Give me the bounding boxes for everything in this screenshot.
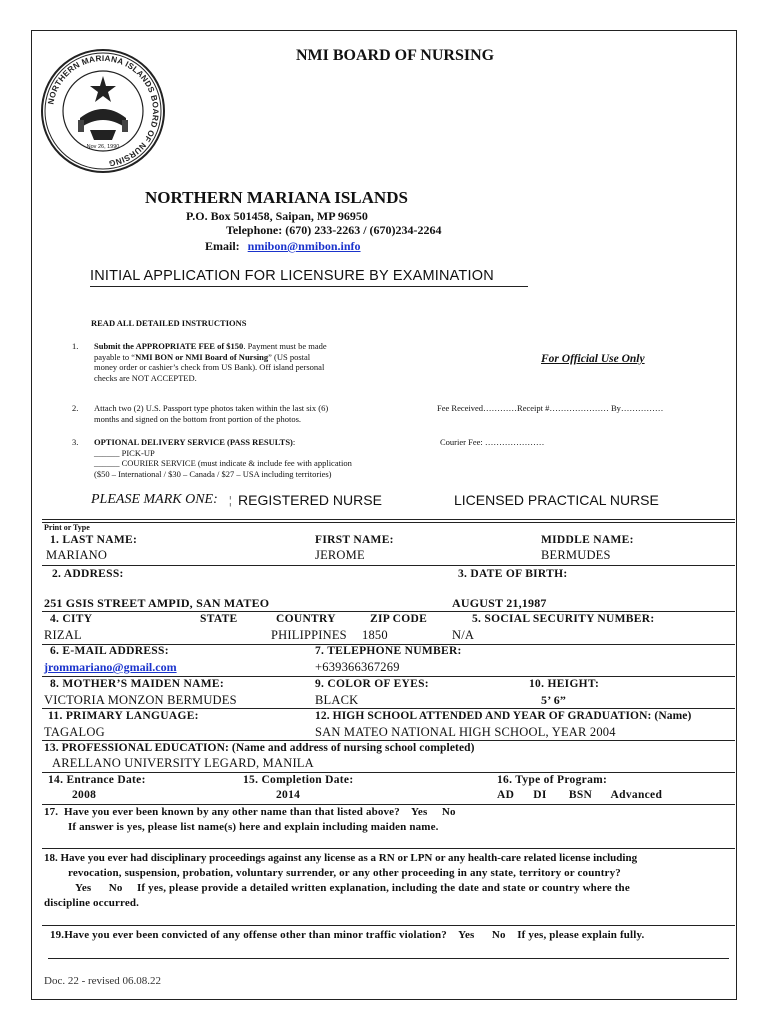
question-19: 19.Have you ever been convicted of any offense other than minor traffic violation? Yes No If yes, please explain fully. [50, 929, 645, 941]
question-18-line2: revocation, suspension, probation, voluntary surrender, or any other proceeding in any state, territory or country? [68, 867, 621, 879]
payable-to-text: payable to “ [94, 351, 136, 362]
dob-value[interactable]: AUGUST 21,1987 [452, 596, 547, 610]
fee-received-field: Fee Received…………Receipt #………………… By…………… [437, 403, 664, 413]
board-seal-icon [40, 48, 166, 174]
mothers-maiden-name-label: 8. MOTHER’S MAIDEN NAME: [50, 678, 224, 690]
courier-option[interactable]: ______ COURIER SERVICE (must indicate & include fee with application [94, 458, 352, 468]
title-underline [90, 286, 528, 287]
row-rule [42, 611, 735, 612]
telephone-label: 7. TELEPHONE NUMBER: [315, 645, 462, 657]
country-value[interactable]: PHILIPPINES [271, 628, 347, 642]
zip-label: ZIP CODE [370, 613, 428, 625]
row-rule [42, 848, 735, 849]
question-18-line4: discipline occurred. [44, 897, 140, 909]
instruction-3-number: 3. [72, 437, 79, 447]
board-title: NMI BOARD OF NURSING [296, 47, 495, 64]
official-use-title: For Official Use Only [541, 353, 645, 365]
high-school-value[interactable]: SAN MATEO NATIONAL HIGH SCHOOL, YEAR 2004 [315, 725, 616, 739]
dob-label: 3. DATE OF BIRTH: [458, 568, 568, 580]
seal-ring-text: NORTHERN MARIANA ISLANDS BOARD OF NURSING [46, 53, 161, 168]
fee-text-rest: . Payment must be made [243, 341, 327, 351]
city-value[interactable]: RIZAL [44, 628, 82, 642]
answer-line [48, 958, 729, 959]
completion-date-value[interactable]: 2014 [276, 789, 301, 801]
telephone-value[interactable]: +639366367269 [315, 660, 400, 674]
row-rule [42, 676, 735, 677]
payee-name: NMI BON or NMI Board of Nursing [135, 351, 269, 362]
photo-requirement-line1: Attach two (2) U.S. Passport type photos taken within the last six (6) [94, 403, 329, 413]
instruction-1 [94, 341, 327, 383]
first-name-label: FIRST NAME: [315, 534, 394, 546]
row-rule [42, 804, 735, 805]
primary-language-label: 11. PRIMARY LANGUAGE: [48, 710, 199, 722]
instruction-2-number: 2. [72, 403, 79, 413]
payable-rest: ” (US postal [268, 351, 311, 362]
city-label: 4. CITY [50, 613, 93, 625]
row-rule [42, 925, 735, 926]
eye-color-value[interactable]: BLACK [315, 693, 359, 707]
country-label: COUNTRY [276, 613, 336, 625]
last-name-value[interactable]: MARIANO [46, 548, 108, 562]
ssn-value[interactable]: N/A [452, 628, 475, 642]
mothers-maiden-name-value[interactable]: VICTORIA MONZON BERMUDES [44, 693, 237, 707]
application-title: INITIAL APPLICATION FOR LICENSURE BY EXAMINATION [90, 268, 494, 284]
po-box: P.O. Box 501458, Saipan, MP 96950 [186, 209, 368, 223]
fee-amount-text: Submit the APPROPRIATE FEE of $150 [94, 341, 244, 351]
courier-fees-text: ($50 – International / $30 – Canada / $27 – USA including territories) [94, 468, 332, 479]
region-title: NORTHERN MARIANA ISLANDS [145, 188, 408, 207]
completion-date-label: 15. Completion Date: [243, 774, 354, 786]
address-label: 2. ADDRESS: [52, 568, 124, 580]
form-top-rule-2 [42, 522, 735, 523]
payment-method-text: money order or cashier’s check from US Bank). Off island personal [94, 362, 325, 372]
question-18-line1: 18. Have you ever had disciplinary proceedings against any license as a RN or LPN or any health-care related license including [44, 852, 638, 864]
entrance-date-label: 14. Entrance Date: [48, 774, 146, 786]
pickup-option[interactable]: ______ PICK-UP [94, 447, 155, 458]
high-school-label: 12. HIGH SCHOOL ATTENDED AND YEAR OF GRADUATION: (Name) [315, 710, 692, 722]
ssn-label: 5. SOCIAL SECURITY NUMBER: [472, 613, 655, 625]
professional-education-label: 13. PROFESSIONAL EDUCATION: (Name and address of nursing school completed) [44, 742, 475, 754]
state-label: STATE [200, 613, 238, 625]
height-label: 10. HEIGHT: [529, 678, 600, 690]
zip-value[interactable]: 1850 [362, 628, 388, 642]
board-email-link[interactable]: nmibon@nmibon.info [247, 239, 361, 253]
email-label: Email: [205, 239, 240, 253]
email-address-label: 6. E-MAIL ADDRESS: [50, 645, 169, 657]
entrance-date-value[interactable]: 2008 [72, 789, 97, 801]
row-rule [42, 708, 735, 709]
delivery-service-heading: OPTIONAL DELIVERY SERVICE (PASS RESULTS) [94, 437, 293, 447]
last-name-label: 1. LAST NAME: [50, 534, 138, 546]
first-name-value[interactable]: JEROME [315, 548, 365, 562]
email-address-value[interactable]: jrommariano@gmail.com [44, 660, 177, 674]
option-registered-nurse[interactable]: REGISTERED NURSE [238, 492, 382, 508]
form-top-rule [42, 519, 735, 520]
board-email-row [205, 239, 361, 254]
instruction-3 [94, 437, 352, 479]
courier-fee-field: Courier Fee: ………………… [440, 437, 545, 447]
question-18-line3: Yes No If yes, please provide a detailed written explanation, including the date and state or country where the [75, 882, 630, 894]
program-type-options[interactable]: AD DI BSN Advanced [497, 789, 663, 801]
mark-one-label: PLEASE MARK ONE: [91, 492, 218, 507]
delivery-colon: : [292, 437, 296, 447]
instruction-1-number: 1. [72, 341, 79, 351]
rn-checkbox[interactable]: ¦ [229, 493, 232, 507]
photo-requirement-line2: months and signed on the bottom front portion of the photos. [94, 413, 302, 424]
instruction-2 [94, 403, 328, 424]
document-revision: Doc. 22 - revised 06.08.22 [44, 975, 162, 987]
print-or-type: Print or Type [44, 523, 90, 532]
question-17-instruction: If answer is yes, please list name(s) here and explain including maiden name. [68, 821, 439, 833]
row-rule [42, 565, 735, 566]
program-type-label: 16. Type of Program: [497, 774, 608, 786]
instructions-heading: READ ALL DETAILED INSTRUCTIONS [91, 318, 247, 328]
address-value[interactable]: 251 GSIS STREET AMPID, SAN MATEO [44, 596, 270, 610]
checks-not-accepted-text: checks are NOT ACCEPTED. [94, 372, 197, 383]
height-value[interactable]: 5’ 6” [541, 693, 567, 707]
board-telephone: Telephone: (670) 233-2263 / (670)234-2264 [226, 223, 442, 237]
primary-language-value[interactable]: TAGALOG [44, 725, 105, 739]
option-licensed-practical-nurse[interactable]: LICENSED PRACTICAL NURSE [454, 492, 659, 508]
row-rule [42, 740, 735, 741]
row-rule [42, 772, 735, 773]
question-17: 17. Have you ever been known by any other name than that listed above? Yes No [44, 806, 456, 818]
eye-color-label: 9. COLOR OF EYES: [315, 678, 429, 690]
seal-date: Nov 26, 1990 [86, 144, 120, 150]
middle-name-label: MIDDLE NAME: [541, 534, 634, 546]
middle-name-value[interactable]: BERMUDES [541, 548, 611, 562]
professional-education-value[interactable]: ARELLANO UNIVERSITY LEGARD, MANILA [52, 756, 314, 770]
